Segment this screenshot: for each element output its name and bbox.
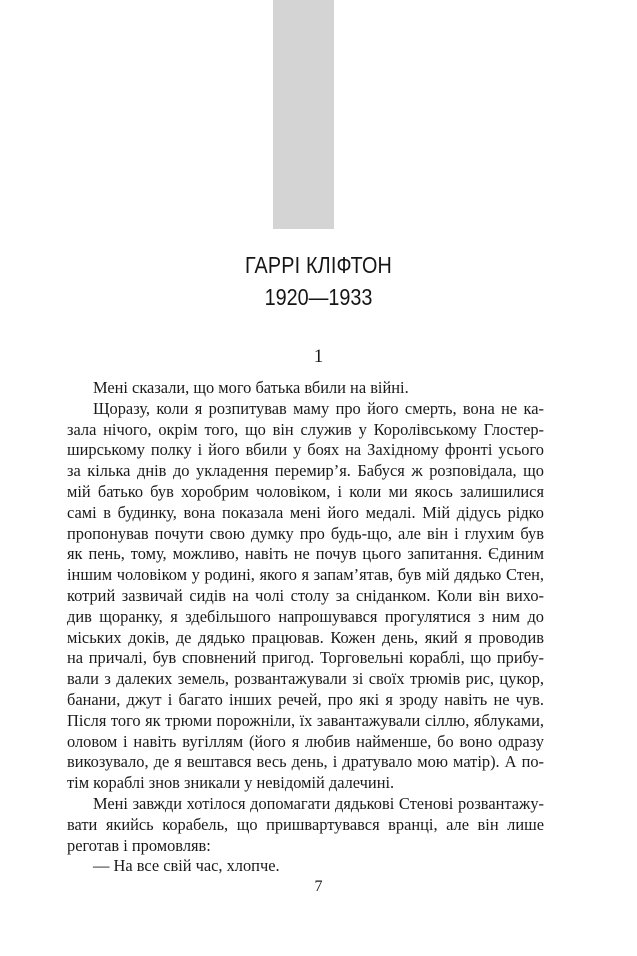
chapter-number: 1 xyxy=(313,346,324,367)
text-line: мій батько був хоробрим чоловіком, і коли ми якось залишилися xyxy=(67,481,544,501)
text-line: як пень, тому, можливо, навіть не почув цього запитання. Єдиним xyxy=(67,544,544,564)
text-line: зала нічого, окрім того, що він служив у Королівському Глостер- xyxy=(67,419,544,439)
text-line: Мені завжди хотілося допомагати дядькові Стенові розвантажу- xyxy=(93,793,544,813)
text-line: — На все свій час, хлопче. xyxy=(93,856,280,876)
text-line: міських доків, де дядько працював. Кожен день, який я проводив xyxy=(67,627,544,647)
text-line: тім кораблі знов зникали у невідомій далечині. xyxy=(67,773,395,793)
text-line: іншим чоловіком у родині, якого я запам’ятав, був мій дядько Стен, xyxy=(67,565,544,585)
page-number: 7 xyxy=(314,878,323,895)
text-line: Після того як трюми порожніли, їх завантажували сіллю, яблуками, xyxy=(67,710,544,730)
body-text xyxy=(67,378,544,877)
text-line: реготав і промовляв: xyxy=(67,835,211,855)
text-line: вали з далеких земель, розвантажували зі своїх трюмів рис, цукор, xyxy=(67,669,544,689)
text-line: Мені сказали, що мого батька вбили на війні. xyxy=(93,378,409,397)
text-line: ширському полку і його вбили у боях на Західному фронті усього xyxy=(67,440,544,460)
part-title: ГАРРІ КЛІФТОН xyxy=(244,252,392,278)
text-line: на причалі, був сповнений пригод. Торговельні кораблі, що прибу- xyxy=(67,648,544,668)
text-line: котрий зазвичай сидів на чолі столу за сніданком. Коли він вихо- xyxy=(67,585,544,605)
text-line: оловом і навіть вугіллям (його я любив найменше, бо воно одразу xyxy=(67,731,544,751)
text-line: самі в будинку, вона показала мені його медалі. Мій дідусь рідко xyxy=(67,502,544,522)
text-line: вати якийсь корабель, що пришвартувався вранці, але він лише xyxy=(67,814,544,834)
text-line: за кілька днів до укладення перемир’я. Бабуся ж розповідала, що xyxy=(67,461,544,481)
text-line: Щоразу, коли я розпитував маму про його смерть, вона не ка- xyxy=(93,398,544,418)
text-line: викозувало, де я вештався весь день, і дратувало мою матір). А по- xyxy=(67,752,544,772)
text-line: див щоранку, я здебільшого напрошувався прогулятися з ним до xyxy=(67,606,544,626)
text-line: пропонував почути свою думку про будь-що, але він і глухим був xyxy=(67,523,544,543)
text-line: банани, джут і багато інших речей, про які я зроду навіть не чув. xyxy=(67,689,544,709)
part-years: 1920—1933 xyxy=(264,284,373,310)
decorative-bar xyxy=(273,0,334,229)
